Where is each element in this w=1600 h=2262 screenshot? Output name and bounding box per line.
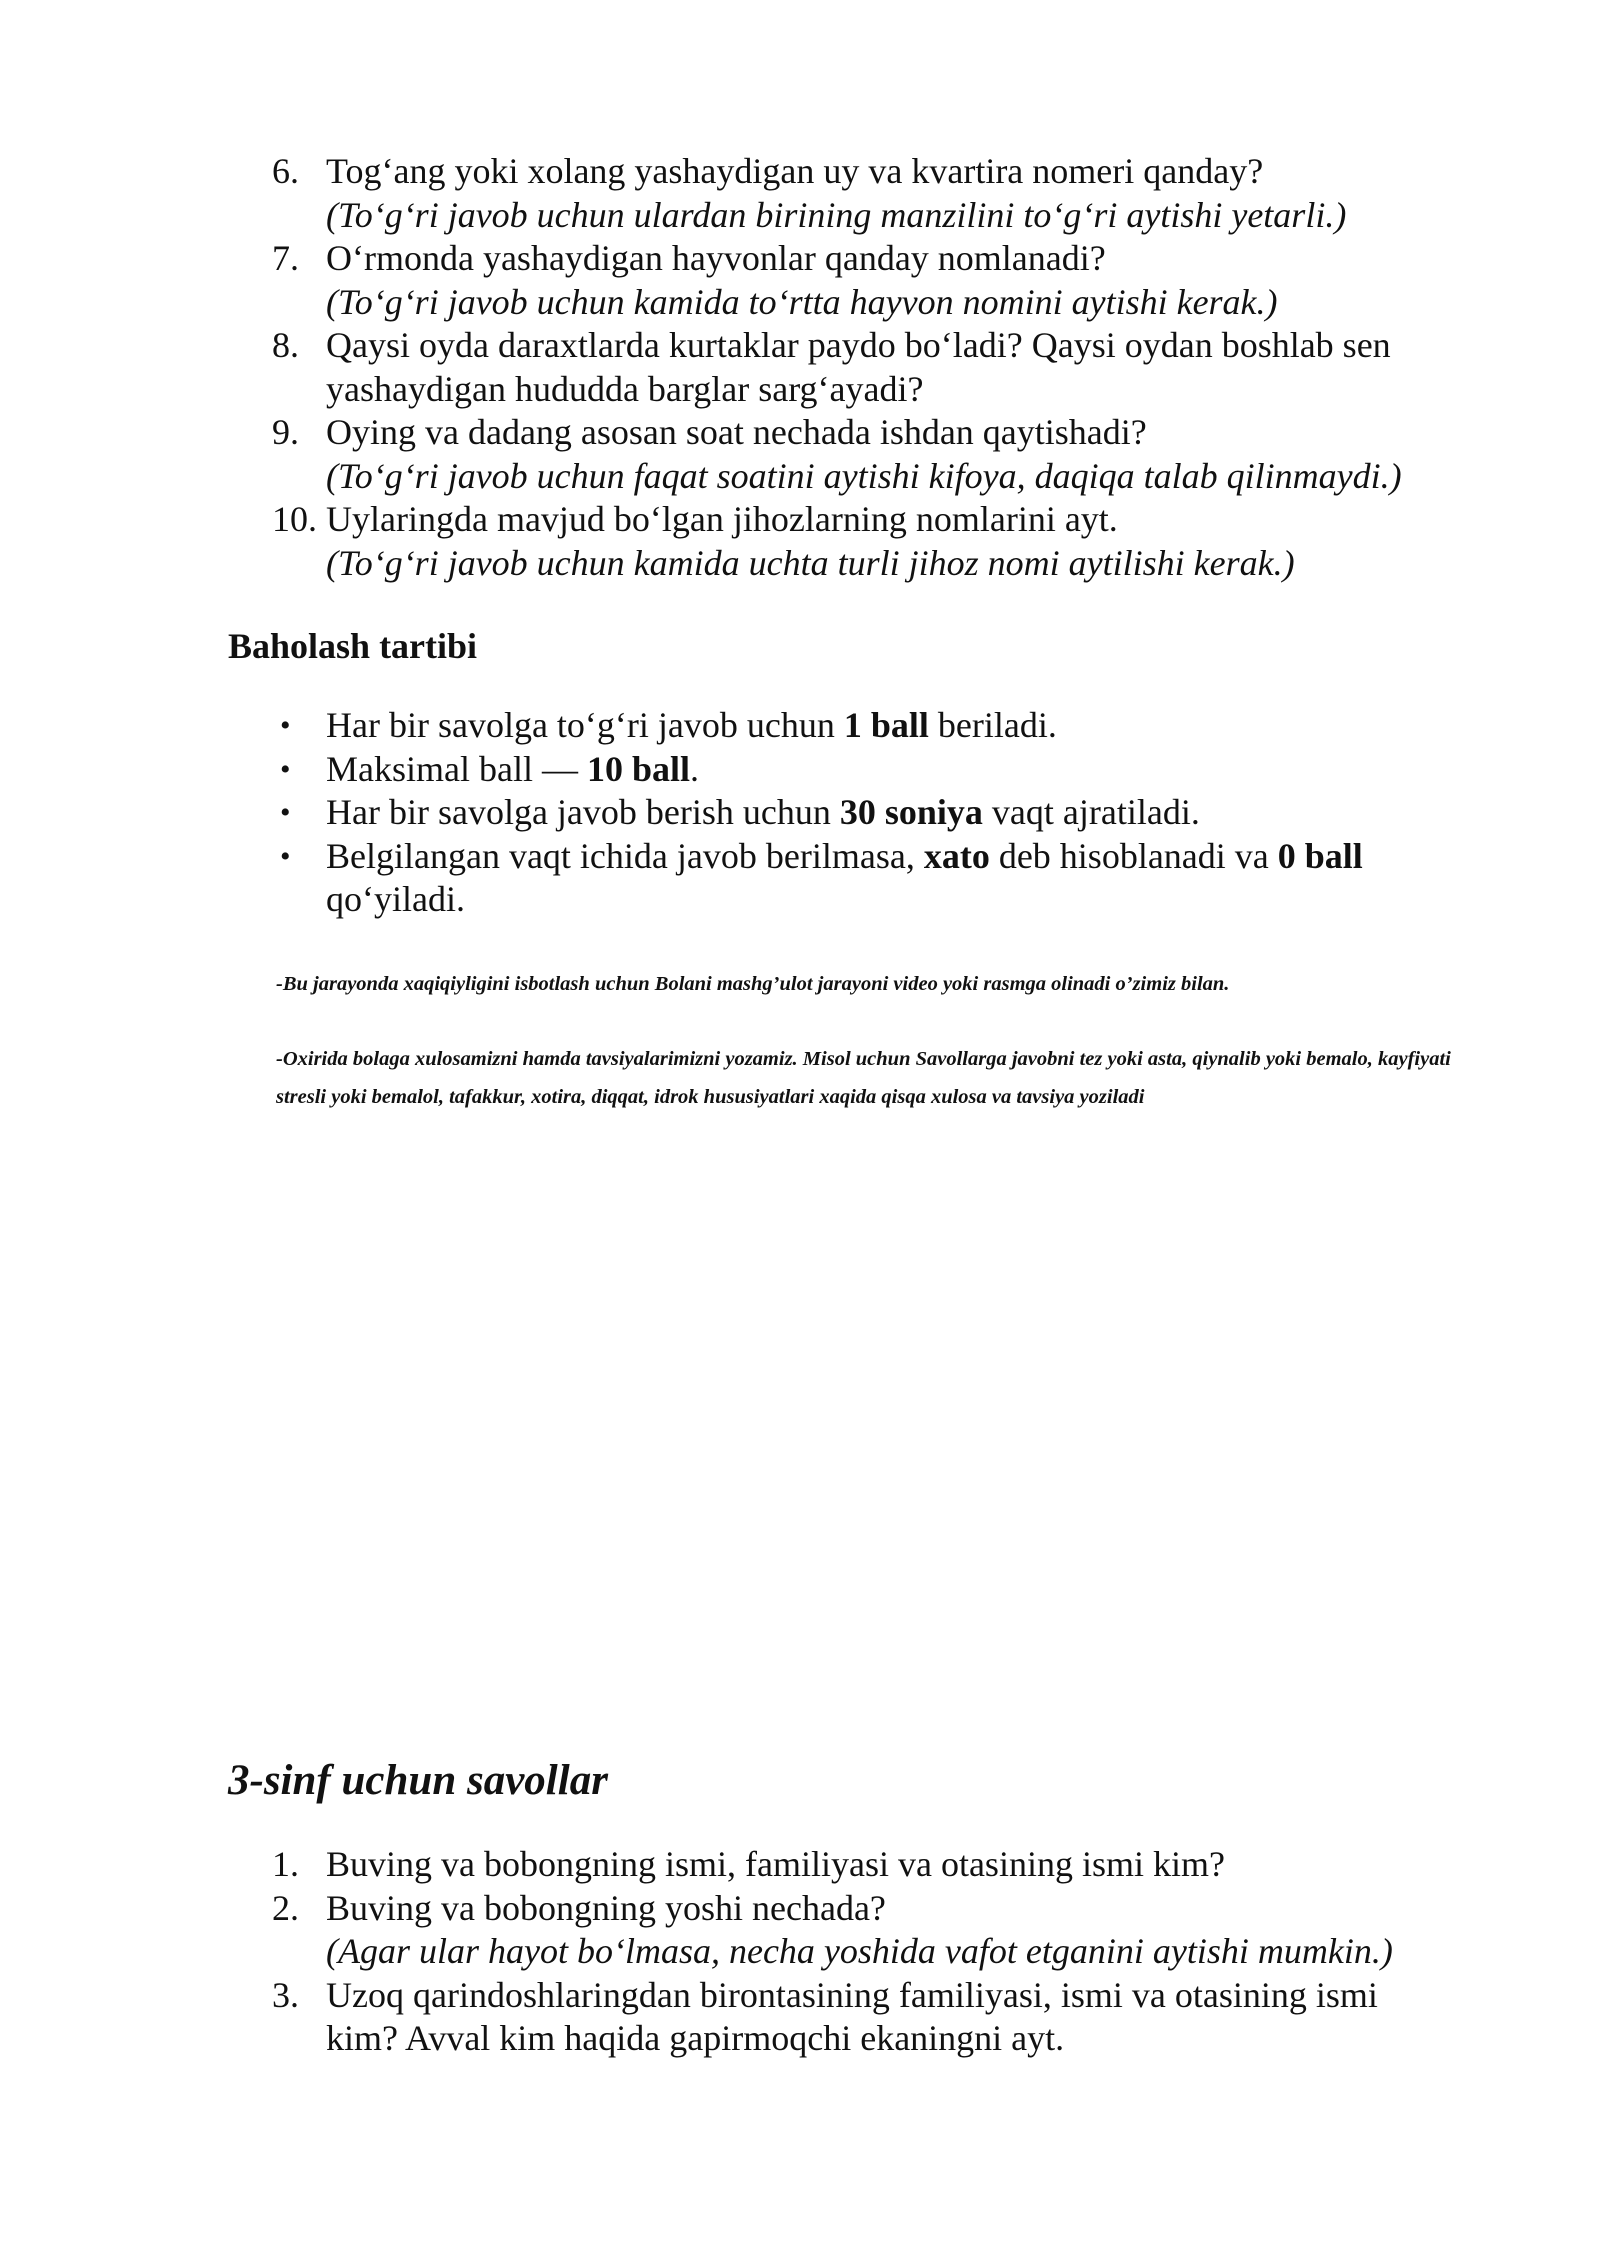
grading-list [0, 704, 1600, 922]
section-heading: 3-sinf uchun savollar [228, 1757, 608, 1804]
bold-value: xato [923, 835, 990, 876]
question-note: (Agar ular hayot bo‘lmasa, necha yoshida vafot etganini aytishi mumkin.) [326, 1931, 1393, 1971]
list-item [0, 411, 1600, 498]
process-note: -Bu jarayonda xaqiqiyligini isbotlash uchun Bolani mashg’ulot jarayoni video yoki rasmga olinadi o’zimiz bilan. [276, 973, 1230, 995]
bullet-text: Belgilangan vaqt ichida javob berilmasa, xato deb hisoblanadi va 0 ball qo‘yiladi. [326, 835, 1363, 919]
bullet-item [0, 748, 1600, 792]
question-text: Buving va bobongning yoshi nechada? [326, 1887, 886, 1928]
item-number: 1. [272, 1844, 299, 1884]
list-item [0, 324, 1600, 411]
question-note: (To‘g‘ri javob uchun kamida to‘rtta hayvon nomini aytishi kerak.) [326, 281, 1278, 322]
bullet-item [0, 835, 1600, 922]
question-text: Buving va bobongning ismi, familiyasi va otasining ismi kim? [326, 1844, 1225, 1884]
item-number: 10. [272, 499, 317, 539]
item-number: 8. [272, 325, 299, 365]
question-note: (To‘g‘ri javob uchun faqat soatini aytishi kifoya, daqiqa talab qilinmaydi.) [326, 455, 1402, 496]
bold-value: 10 ball [586, 748, 690, 789]
bullet-text: Maksimal ball — 10 ball. [326, 748, 699, 789]
question-text: Uylaringda mavjud bo‘lgan jihozlarning nomlarini ayt. [326, 499, 1118, 539]
question-list-continued [0, 150, 1600, 585]
question-text: Qaysi oyda daraxtlarda kurtaklar paydo bo‘ladi? Qaysi oydan boshlab sen yashaydigan hududda barglar sarg‘ayadi? [326, 325, 1391, 409]
bold-value: 30 soniya [839, 792, 983, 832]
list-item [0, 498, 1600, 585]
question-text: Tog‘ang yoki xolang yashaydigan uy va kvartira nomeri qanday? [326, 151, 1264, 191]
question-text: Uzoq qarindoshlaringdan birontasining familiyasi, ismi va otasining ismi kim? Avval kim haqida gapirmoqchi ekaningni ayt. [326, 1974, 1378, 2058]
item-number: 7. [272, 238, 299, 278]
bullet-icon: • [280, 709, 291, 742]
question-note: (To‘g‘ri javob uchun ulardan birining manzilini to‘g‘ri aytishi yetarli.) [326, 194, 1347, 235]
question-text: Oying va dadang asosan soat nechada ishdan qaytishadi? [326, 412, 1147, 452]
list-item [0, 237, 1600, 324]
bold-value: 1 ball [843, 705, 929, 745]
bold-value: 0 ball [1277, 835, 1363, 876]
item-number: 6. [272, 151, 299, 191]
list-item [0, 1843, 1600, 1887]
bullet-text: Har bir savolga javob berish uchun 30 soniya vaqt ajratiladi. [326, 792, 1200, 832]
item-number: 2. [272, 1887, 299, 1928]
bullet-icon: • [280, 839, 291, 873]
question-text: O‘rmonda yashaydigan hayvonlar qanday nomlanadi? [326, 238, 1106, 278]
question-note: (To‘g‘ri javob uchun kamida uchta turli jihoz nomi aytilishi kerak.) [326, 542, 1295, 583]
list-item [0, 150, 1600, 237]
list-item [0, 1887, 1600, 1974]
item-number: 3. [272, 1974, 299, 2015]
list-item [0, 1974, 1600, 2061]
bullet-text: Har bir savolga to‘g‘ri javob uchun 1 ball beriladi. [326, 705, 1057, 745]
grading-heading: Baholash tartibi [228, 626, 478, 666]
grade3-question-list [0, 1843, 1600, 2061]
bullet-item [0, 791, 1600, 835]
bullet-icon: • [280, 752, 291, 786]
conclusion-note: -Oxirida bolaga xulosamizni hamda tavsiyalarimizni yozamiz. Misol uchun Savollarga javobni tez yoki asta, qiynalib yoki bemalo, kayfiyati stresli yoki bemalol, tafakkur, xotira, diqqat, idrok hususiyatlari xaqida qisqa xulosa va tavsiya yoziladi [276, 1048, 1451, 1108]
item-number: 9. [272, 412, 299, 452]
bullet-icon: • [280, 796, 291, 829]
bullet-item [0, 704, 1600, 748]
